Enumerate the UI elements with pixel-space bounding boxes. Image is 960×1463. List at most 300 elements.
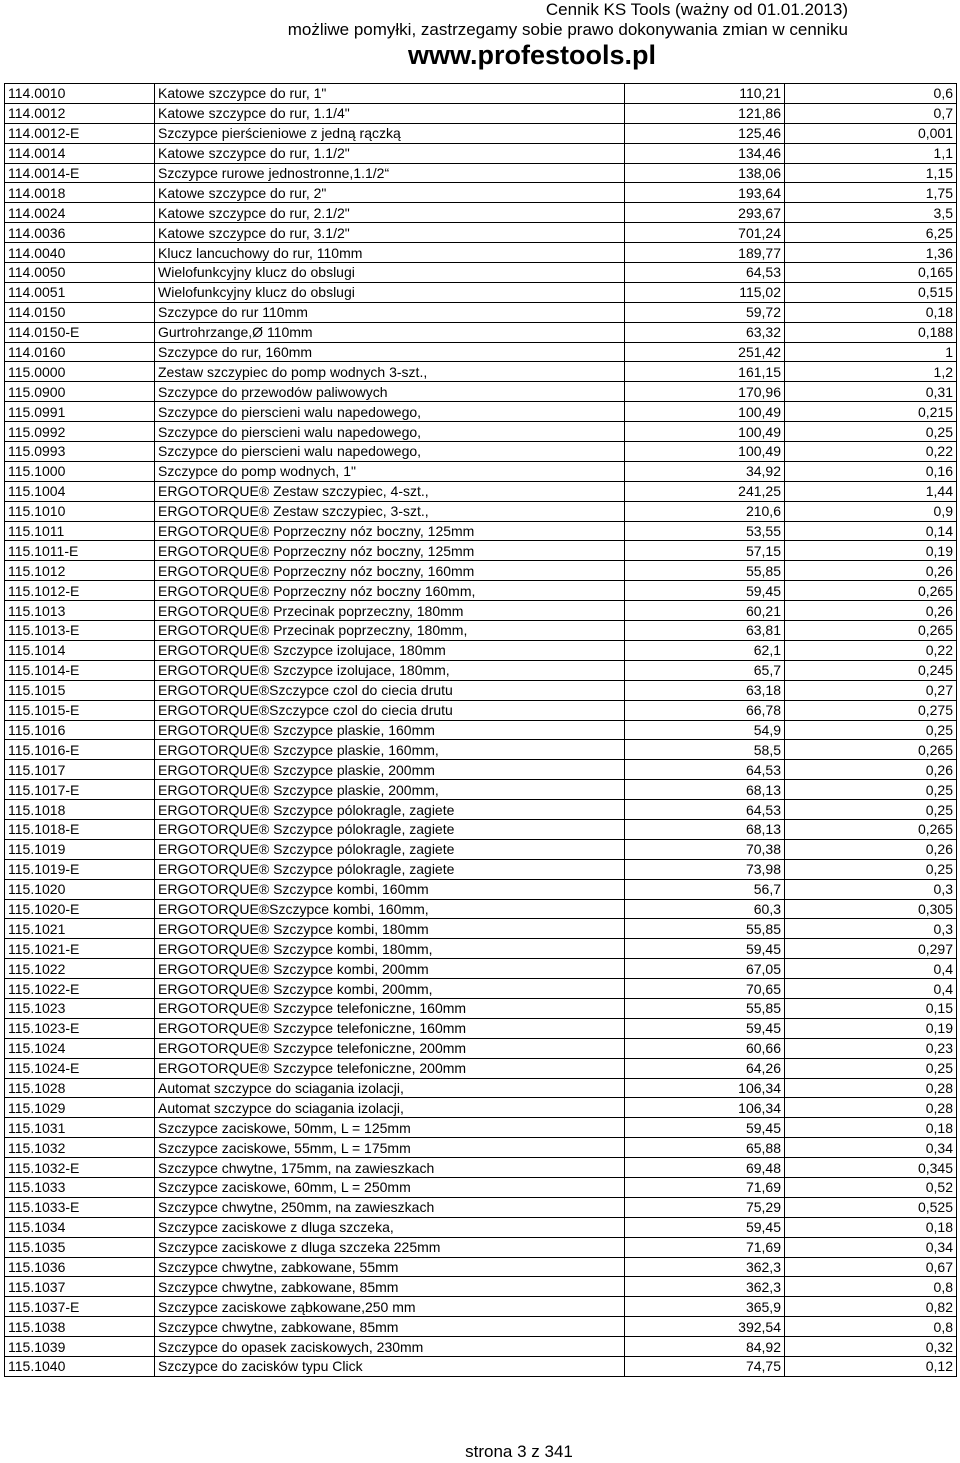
page-number: strona 3 z 341 [465, 1442, 573, 1461]
product-price: 134,46 [625, 143, 785, 163]
table-row [5, 203, 957, 223]
product-price: 125,46 [625, 123, 785, 143]
table-row [5, 760, 957, 780]
product-code: 115.1012-E [5, 581, 155, 601]
table-row [5, 919, 957, 939]
product-price: 70,65 [625, 979, 785, 999]
product-description: Szczypce zaciskowe z dluga szczeka, [155, 1217, 625, 1237]
product-price: 60,21 [625, 601, 785, 621]
product-price: 59,72 [625, 302, 785, 322]
product-price: 70,38 [625, 839, 785, 859]
product-price: 65,7 [625, 660, 785, 680]
product-code: 115.1018 [5, 800, 155, 820]
product-weight: 0,18 [785, 1118, 957, 1138]
product-price: 161,15 [625, 362, 785, 382]
product-weight: 0,22 [785, 640, 957, 660]
table-row [5, 501, 957, 521]
product-weight: 0,14 [785, 521, 957, 541]
table-row [5, 1337, 957, 1357]
product-price: 75,29 [625, 1197, 785, 1217]
table-row [5, 123, 957, 143]
product-weight: 0,15 [785, 998, 957, 1018]
product-description: ERGOTORQUE® Poprzeczny nóz boczny 160mm, [155, 581, 625, 601]
table-row [5, 223, 957, 243]
product-code: 114.0050 [5, 263, 155, 283]
product-weight: 0,345 [785, 1158, 957, 1178]
product-weight: 1,75 [785, 183, 957, 203]
product-weight: 0,8 [785, 1317, 957, 1337]
product-weight: 0,8 [785, 1277, 957, 1297]
product-description: ERGOTORQUE® Szczypce telefoniczne, 200mm [155, 1058, 625, 1078]
product-code: 115.1020 [5, 879, 155, 899]
product-description: Klucz lancuchowy do rur, 110mm [155, 243, 625, 263]
product-code: 114.0018 [5, 183, 155, 203]
table-row [5, 998, 957, 1018]
product-description: Szczypce do pierscieni walu napedowego, [155, 402, 625, 422]
product-price: 59,45 [625, 581, 785, 601]
product-price: 34,92 [625, 461, 785, 481]
table-row [5, 1257, 957, 1277]
website-url: www.profestools.pl [407, 40, 656, 70]
product-code: 115.1032 [5, 1138, 155, 1158]
product-description: ERGOTORQUE® Szczypce kombi, 160mm [155, 879, 625, 899]
product-price: 67,05 [625, 959, 785, 979]
product-code: 115.0992 [5, 422, 155, 442]
table-row [5, 640, 957, 660]
product-weight: 0,27 [785, 680, 957, 700]
product-description: ERGOTORQUE® Poprzeczny nóz boczny, 125mm [155, 541, 625, 561]
product-description: Szczypce zaciskowe ząbkowane,250 mm [155, 1297, 625, 1317]
product-price: 63,81 [625, 621, 785, 641]
product-weight: 0,265 [785, 621, 957, 641]
product-price: 53,55 [625, 521, 785, 541]
product-weight: 0,305 [785, 899, 957, 919]
table-row [5, 461, 957, 481]
product-code: 115.1038 [5, 1317, 155, 1337]
product-code: 115.1015-E [5, 700, 155, 720]
product-code: 115.1019 [5, 839, 155, 859]
table-row [5, 263, 957, 283]
table-row [5, 839, 957, 859]
product-price: 138,06 [625, 163, 785, 183]
product-price: 74,75 [625, 1357, 785, 1377]
product-description: ERGOTORQUE® Szczypce pólokragle, zagiete [155, 800, 625, 820]
product-price: 63,32 [625, 322, 785, 342]
product-description: Katowe szczypce do rur, 1" [155, 84, 625, 104]
product-price: 73,98 [625, 859, 785, 879]
product-code: 114.0150-E [5, 322, 155, 342]
product-weight: 0,19 [785, 1018, 957, 1038]
product-weight: 0,34 [785, 1138, 957, 1158]
product-price: 54,9 [625, 720, 785, 740]
product-code: 115.1013 [5, 601, 155, 621]
product-weight: 0,7 [785, 103, 957, 123]
product-code: 115.1011 [5, 521, 155, 541]
product-description: ERGOTORQUE® Szczypce plaskie, 200mm [155, 760, 625, 780]
price-table [4, 83, 957, 1377]
product-description: ERGOTORQUE® Poprzeczny nóz boczny, 125mm [155, 521, 625, 541]
table-row [5, 1237, 957, 1257]
product-description: ERGOTORQUE® Szczypce kombi, 180mm, [155, 939, 625, 959]
product-description: Gurtrohrzange,Ø 110mm [155, 322, 625, 342]
product-weight: 3,5 [785, 203, 957, 223]
table-row [5, 143, 957, 163]
product-code: 115.1021-E [5, 939, 155, 959]
table-row [5, 1357, 957, 1377]
product-weight: 0,297 [785, 939, 957, 959]
product-weight: 0,515 [785, 282, 957, 302]
table-row [5, 1038, 957, 1058]
product-description: Szczypce zaciskowe, 60mm, L = 250mm [155, 1177, 625, 1197]
table-row [5, 422, 957, 442]
product-code: 114.0024 [5, 203, 155, 223]
table-row [5, 103, 957, 123]
product-description: ERGOTORQUE® Szczypce plaskie, 160mm [155, 720, 625, 740]
product-price: 65,88 [625, 1138, 785, 1158]
product-price: 57,15 [625, 541, 785, 561]
product-weight: 0,275 [785, 700, 957, 720]
product-price: 106,34 [625, 1078, 785, 1098]
table-row [5, 561, 957, 581]
product-code: 115.1012 [5, 561, 155, 581]
product-description: ERGOTORQUE® Szczypce pólokragle, zagiete [155, 859, 625, 879]
product-code: 115.1010 [5, 501, 155, 521]
product-code: 115.0000 [5, 362, 155, 382]
product-description: Katowe szczypce do rur, 1.1/4" [155, 103, 625, 123]
product-description: ERGOTORQUE® Szczypce telefoniczne, 160mm [155, 998, 625, 1018]
product-price: 106,34 [625, 1098, 785, 1118]
product-weight: 0,32 [785, 1337, 957, 1357]
table-row [5, 1297, 957, 1317]
product-price: 115,02 [625, 282, 785, 302]
product-code: 114.0040 [5, 243, 155, 263]
product-code: 115.1032-E [5, 1158, 155, 1178]
product-description: Zestaw szczypiec do pomp wodnych 3-szt., [155, 362, 625, 382]
product-price: 64,53 [625, 800, 785, 820]
product-weight: 1 [785, 342, 957, 362]
product-weight: 6,25 [785, 223, 957, 243]
product-weight: 0,165 [785, 263, 957, 283]
product-price: 71,69 [625, 1237, 785, 1257]
product-code: 115.1014-E [5, 660, 155, 680]
product-price: 362,3 [625, 1277, 785, 1297]
product-description: Szczypce do pierscieni walu napedowego, [155, 422, 625, 442]
product-price: 64,26 [625, 1058, 785, 1078]
product-weight: 0,67 [785, 1257, 957, 1277]
product-code: 115.0991 [5, 402, 155, 422]
product-description: ERGOTORQUE® Szczypce plaskie, 200mm, [155, 780, 625, 800]
product-code: 115.1000 [5, 461, 155, 481]
table-row [5, 1158, 957, 1178]
table-row [5, 481, 957, 501]
product-weight: 0,31 [785, 382, 957, 402]
product-description: Szczypce chwytne, zabkowane, 85mm [155, 1277, 625, 1297]
product-code: 115.1017-E [5, 780, 155, 800]
table-row [5, 581, 957, 601]
product-price: 59,45 [625, 1118, 785, 1138]
product-code: 115.1031 [5, 1118, 155, 1138]
product-weight: 0,26 [785, 760, 957, 780]
product-weight: 0,188 [785, 322, 957, 342]
product-description: ERGOTORQUE® Poprzeczny nóz boczny, 160mm [155, 561, 625, 581]
product-price: 293,67 [625, 203, 785, 223]
product-weight: 0,25 [785, 1058, 957, 1078]
table-row [5, 84, 957, 104]
product-code: 115.1023-E [5, 1018, 155, 1038]
product-code: 114.0036 [5, 223, 155, 243]
product-weight: 0,52 [785, 1177, 957, 1197]
product-description: Szczypce chwytne, 250mm, na zawieszkach [155, 1197, 625, 1217]
product-description: Katowe szczypce do rur, 3.1/2" [155, 223, 625, 243]
product-weight: 0,12 [785, 1357, 957, 1377]
table-row [5, 700, 957, 720]
table-row [5, 342, 957, 362]
product-code: 114.0150 [5, 302, 155, 322]
product-weight: 0,19 [785, 541, 957, 561]
product-price: 63,18 [625, 680, 785, 700]
product-code: 115.1016 [5, 720, 155, 740]
product-weight: 0,82 [785, 1297, 957, 1317]
product-price: 392,54 [625, 1317, 785, 1337]
product-weight: 0,25 [785, 859, 957, 879]
product-description: ERGOTORQUE® Szczypce pólokragle, zagiete [155, 839, 625, 859]
product-description: Katowe szczypce do rur, 2.1/2" [155, 203, 625, 223]
product-code: 115.1016-E [5, 740, 155, 760]
product-description: Szczypce do rur 110mm [155, 302, 625, 322]
product-price: 110,21 [625, 84, 785, 104]
product-weight: 0,28 [785, 1078, 957, 1098]
product-weight: 0,6 [785, 84, 957, 104]
table-row [5, 282, 957, 302]
product-price: 68,13 [625, 780, 785, 800]
product-price: 68,13 [625, 819, 785, 839]
product-code: 114.0010 [5, 84, 155, 104]
product-weight: 0,3 [785, 879, 957, 899]
product-code: 115.1021 [5, 919, 155, 939]
product-price: 100,49 [625, 442, 785, 462]
product-code: 115.1037-E [5, 1297, 155, 1317]
table-row [5, 541, 957, 561]
product-description: Automat szczypce do sciagania izolacji, [155, 1098, 625, 1118]
product-code: 115.1024-E [5, 1058, 155, 1078]
product-description: ERGOTORQUE® Szczypce izolujace, 180mm, [155, 660, 625, 680]
product-price: 60,3 [625, 899, 785, 919]
table-row [5, 362, 957, 382]
product-description: Wielofunkcyjny klucz do obslugi [155, 263, 625, 283]
product-code: 114.0014 [5, 143, 155, 163]
product-weight: 1,36 [785, 243, 957, 263]
product-code: 115.1040 [5, 1357, 155, 1377]
table-row [5, 1177, 957, 1197]
product-price: 189,77 [625, 243, 785, 263]
product-price: 71,69 [625, 1177, 785, 1197]
product-weight: 1,44 [785, 481, 957, 501]
product-weight: 0,18 [785, 302, 957, 322]
product-code: 115.1037 [5, 1277, 155, 1297]
product-code: 115.1039 [5, 1337, 155, 1357]
product-description: ERGOTORQUE® Przecinak poprzeczny, 180mm [155, 601, 625, 621]
product-code: 114.0014-E [5, 163, 155, 183]
product-description: ERGOTORQUE® Szczypce kombi, 180mm [155, 919, 625, 939]
table-row [5, 899, 957, 919]
product-code: 115.1033-E [5, 1197, 155, 1217]
product-weight: 0,001 [785, 123, 957, 143]
product-price: 64,53 [625, 263, 785, 283]
product-weight: 0,16 [785, 461, 957, 481]
table-row [5, 819, 957, 839]
product-price: 362,3 [625, 1257, 785, 1277]
product-description: Automat szczypce do sciagania izolacji, [155, 1078, 625, 1098]
product-weight: 0,3 [785, 919, 957, 939]
product-code: 115.1019-E [5, 859, 155, 879]
product-price: 170,96 [625, 382, 785, 402]
product-weight: 0,265 [785, 581, 957, 601]
product-description: ERGOTORQUE®Szczypce kombi, 160mm, [155, 899, 625, 919]
product-description: ERGOTORQUE® Szczypce kombi, 200mm [155, 959, 625, 979]
product-weight: 1,15 [785, 163, 957, 183]
product-description: Szczypce do rur, 160mm [155, 342, 625, 362]
table-row [5, 780, 957, 800]
product-description: Szczypce rurowe jednostronne,1.1/2“ [155, 163, 625, 183]
product-description: Szczypce do przewodów paliwowych [155, 382, 625, 402]
product-description: ERGOTORQUE® Szczypce telefoniczne, 200mm [155, 1038, 625, 1058]
table-row [5, 660, 957, 680]
table-row [5, 1277, 957, 1297]
product-weight: 0,25 [785, 422, 957, 442]
product-description: Katowe szczypce do rur, 2" [155, 183, 625, 203]
product-weight: 0,25 [785, 780, 957, 800]
product-description: Szczypce do pierscieni walu napedowego, [155, 442, 625, 462]
product-price: 251,42 [625, 342, 785, 362]
table-row [5, 163, 957, 183]
product-description: Szczypce do opasek zaciskowych, 230mm [155, 1337, 625, 1357]
product-code: 115.1013-E [5, 621, 155, 641]
product-weight: 0,525 [785, 1197, 957, 1217]
product-price: 62,1 [625, 640, 785, 660]
product-code: 114.0012-E [5, 123, 155, 143]
product-code: 115.1022 [5, 959, 155, 979]
product-code: 115.1022-E [5, 979, 155, 999]
table-row [5, 740, 957, 760]
product-weight: 0,4 [785, 979, 957, 999]
table-row [5, 521, 957, 541]
product-description: Szczypce chwytne, zabkowane, 55mm [155, 1257, 625, 1277]
product-price: 241,25 [625, 481, 785, 501]
table-row [5, 382, 957, 402]
table-row [5, 939, 957, 959]
product-description: ERGOTORQUE® Zestaw szczypiec, 3-szt., [155, 501, 625, 521]
product-description: ERGOTORQUE® Szczypce plaskie, 160mm, [155, 740, 625, 760]
table-row [5, 302, 957, 322]
product-code: 115.1018-E [5, 819, 155, 839]
product-price: 59,45 [625, 1018, 785, 1038]
product-price: 64,53 [625, 760, 785, 780]
product-price: 69,48 [625, 1158, 785, 1178]
product-weight: 0,26 [785, 601, 957, 621]
product-code: 115.1024 [5, 1038, 155, 1058]
product-weight: 0,9 [785, 501, 957, 521]
product-description: Szczypce chwytne, zabkowane, 85mm [155, 1317, 625, 1337]
product-code: 115.1017 [5, 760, 155, 780]
product-weight: 0,4 [785, 959, 957, 979]
product-description: ERGOTORQUE® Szczypce pólokragle, zagiete [155, 819, 625, 839]
product-description: Szczypce zaciskowe z dluga szczeka 225mm [155, 1237, 625, 1257]
product-weight: 0,22 [785, 442, 957, 462]
product-code: 114.0160 [5, 342, 155, 362]
product-code: 115.0900 [5, 382, 155, 402]
product-code: 115.1020-E [5, 899, 155, 919]
product-code: 114.0051 [5, 282, 155, 302]
product-description: Szczypce pierścieniowe z jedną rączką [155, 123, 625, 143]
product-price: 121,86 [625, 103, 785, 123]
product-code: 115.1015 [5, 680, 155, 700]
product-price: 60,66 [625, 1038, 785, 1058]
product-code: 115.1036 [5, 1257, 155, 1277]
table-row [5, 1317, 957, 1337]
product-price: 193,64 [625, 183, 785, 203]
table-row [5, 979, 957, 999]
product-code: 115.1011-E [5, 541, 155, 561]
page-header [0, 0, 960, 70]
product-price: 59,45 [625, 939, 785, 959]
table-row [5, 243, 957, 263]
product-description: ERGOTORQUE® Szczypce izolujace, 180mm [155, 640, 625, 660]
product-description: ERGOTORQUE®Szczypce czol do ciecia drutu [155, 680, 625, 700]
product-code: 115.1033 [5, 1177, 155, 1197]
product-description: Szczypce zaciskowe, 50mm, L = 125mm [155, 1118, 625, 1138]
product-weight: 1,2 [785, 362, 957, 382]
product-description: ERGOTORQUE®Szczypce czol do ciecia drutu [155, 700, 625, 720]
product-weight: 0,18 [785, 1217, 957, 1237]
product-price: 59,45 [625, 1217, 785, 1237]
product-price: 701,24 [625, 223, 785, 243]
table-row [5, 1078, 957, 1098]
table-row [5, 800, 957, 820]
table-row [5, 1018, 957, 1038]
product-code: 115.1035 [5, 1237, 155, 1257]
product-price: 55,85 [625, 919, 785, 939]
price-list-title: Cennik KS Tools (ważny od 01.01.2013) [545, 0, 848, 19]
product-description: ERGOTORQUE® Przecinak poprzeczny, 180mm, [155, 621, 625, 641]
table-row [5, 1098, 957, 1118]
product-code: 115.1014 [5, 640, 155, 660]
table-row [5, 1058, 957, 1078]
product-description: Szczypce do zacisków typu Click [155, 1357, 625, 1377]
product-weight: 0,26 [785, 839, 957, 859]
product-code: 115.1028 [5, 1078, 155, 1098]
table-row [5, 621, 957, 641]
product-weight: 0,26 [785, 561, 957, 581]
product-price: 210,6 [625, 501, 785, 521]
product-weight: 0,215 [785, 402, 957, 422]
table-row [5, 959, 957, 979]
product-code: 115.1023 [5, 998, 155, 1018]
product-price: 58,5 [625, 740, 785, 760]
product-weight: 0,34 [785, 1237, 957, 1257]
product-description: ERGOTORQUE® Szczypce telefoniczne, 160mm [155, 1018, 625, 1038]
product-price: 55,85 [625, 561, 785, 581]
product-weight: 0,245 [785, 660, 957, 680]
table-row [5, 402, 957, 422]
product-weight: 0,25 [785, 800, 957, 820]
product-weight: 0,265 [785, 740, 957, 760]
product-weight: 0,28 [785, 1098, 957, 1118]
table-row [5, 442, 957, 462]
table-row [5, 1118, 957, 1138]
product-weight: 0,25 [785, 720, 957, 740]
table-row [5, 601, 957, 621]
product-description: Szczypce chwytne, 175mm, na zawieszkach [155, 1158, 625, 1178]
